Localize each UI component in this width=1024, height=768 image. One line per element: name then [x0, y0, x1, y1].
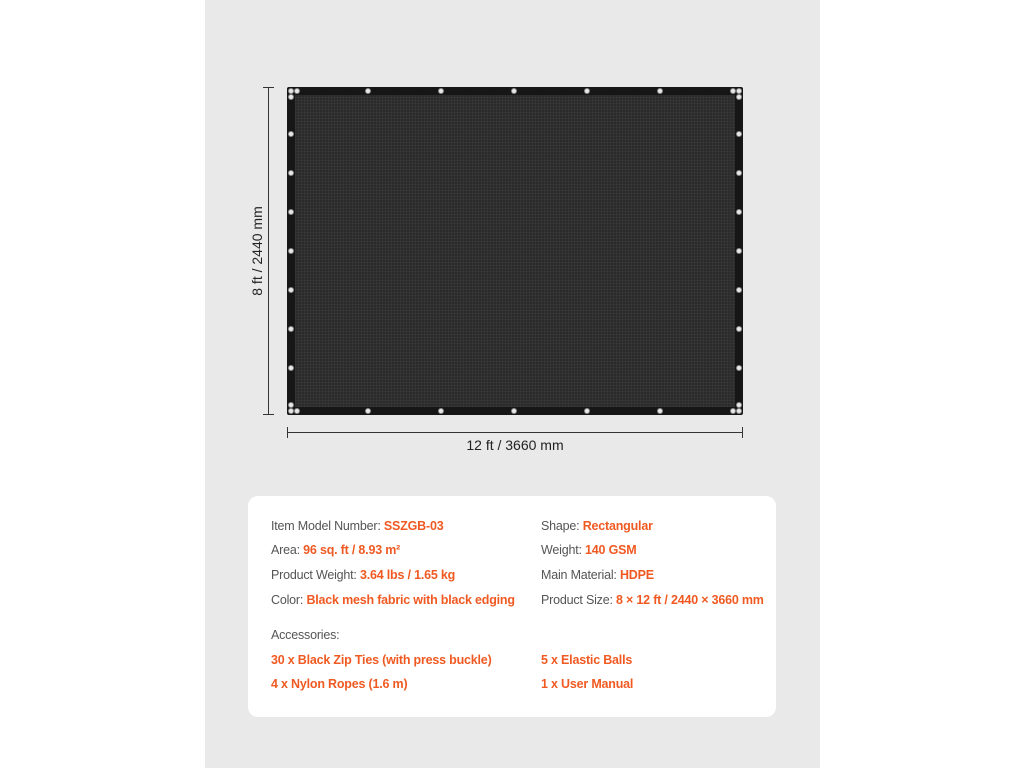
- accessory-item: 5 x Elastic Balls: [541, 653, 633, 667]
- grommet-icon: [737, 249, 741, 253]
- grommet-icon: [289, 95, 293, 99]
- grommet-icon: [512, 409, 516, 413]
- spec-card: [248, 496, 776, 717]
- grommet-icon: [737, 403, 741, 407]
- grommet-icon: [366, 89, 370, 93]
- grommet-icon: [737, 171, 741, 175]
- grommet-icon: [366, 409, 370, 413]
- grommet-icon: [658, 409, 662, 413]
- grommet-icon: [737, 132, 741, 136]
- accessories-heading: Accessories:: [271, 628, 340, 642]
- spec-weight: Weight: 140 GSM: [541, 543, 637, 557]
- grommet-icon: [439, 409, 443, 413]
- grommet-icon: [289, 403, 293, 407]
- grommet-icon: [289, 327, 293, 331]
- spec-shape: Shape: Rectangular: [541, 519, 653, 533]
- spec-item-model: Item Model Number: SSZGB-03: [271, 519, 444, 533]
- grommet-icon: [295, 89, 299, 93]
- grommet-icon: [512, 89, 516, 93]
- grommet-icon: [737, 89, 741, 93]
- spec-area: Area: 96 sq. ft / 8.93 m²: [271, 543, 401, 557]
- accessory-item: 1 x User Manual: [541, 677, 634, 691]
- accessory-item: 30 x Black Zip Ties (with press buckle): [271, 653, 492, 667]
- grommet-icon: [737, 288, 741, 292]
- grommet-icon: [585, 409, 589, 413]
- grommet-icon: [585, 89, 589, 93]
- grommet-icon: [658, 89, 662, 93]
- height-dimension-line: [268, 87, 269, 415]
- grommet-icon: [737, 409, 741, 413]
- grommet-icon: [295, 409, 299, 413]
- shade-sail-image: [287, 87, 743, 415]
- grommet-icon: [737, 210, 741, 214]
- grommet-icon: [731, 409, 735, 413]
- width-dimension-label: 12 ft / 3660 mm: [466, 437, 564, 453]
- mesh-fabric: [295, 95, 735, 407]
- spec-product-weight: Product Weight: 3.64 lbs / 1.65 kg: [271, 568, 456, 582]
- grommet-icon: [439, 89, 443, 93]
- grommet-icon: [289, 366, 293, 370]
- spec-main-material: Main Material: HDPE: [541, 568, 654, 582]
- height-dimension-label: 8 ft / 2440 mm: [249, 206, 265, 296]
- grommet-icon: [289, 409, 293, 413]
- product-panel: [205, 0, 820, 768]
- grommet-icon: [289, 210, 293, 214]
- grommet-icon: [289, 171, 293, 175]
- grommet-icon: [289, 288, 293, 292]
- accessory-item: 4 x Nylon Ropes (1.6 m): [271, 677, 408, 691]
- grommet-icon: [737, 327, 741, 331]
- grommet-icon: [289, 89, 293, 93]
- grommet-icon: [737, 95, 741, 99]
- width-dimension-line: [287, 432, 743, 433]
- grommet-icon: [289, 249, 293, 253]
- grommet-icon: [737, 366, 741, 370]
- spec-product-size: Product Size: 8 × 12 ft / 2440 × 3660 mm: [541, 593, 764, 607]
- spec-color: Color: Black mesh fabric with black edging: [271, 593, 515, 607]
- grommet-icon: [289, 132, 293, 136]
- grommet-icon: [731, 89, 735, 93]
